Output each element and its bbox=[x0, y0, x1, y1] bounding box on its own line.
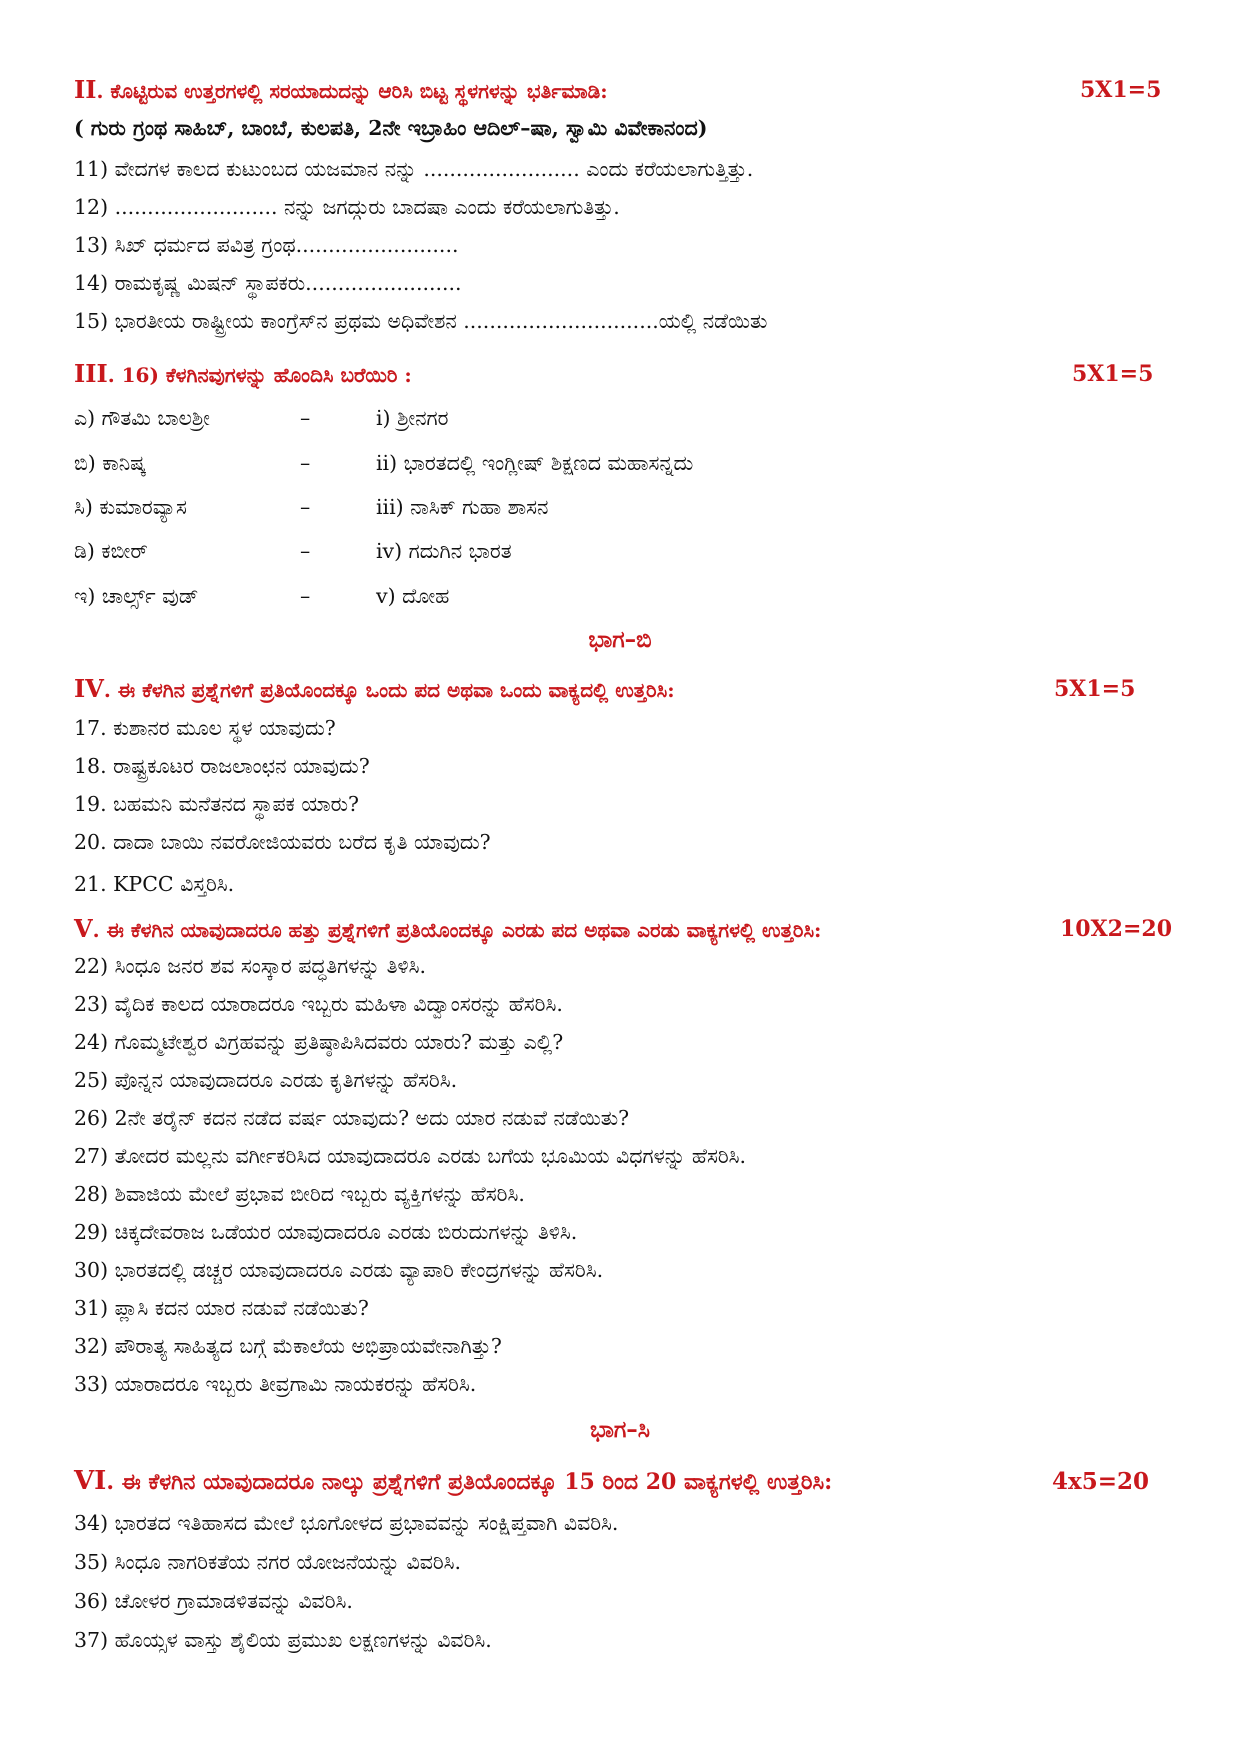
section-6-number: VI bbox=[74, 1466, 107, 1496]
match-right-iii: iii) ನಾಸಿಕ್ ಗುಹಾ ಶಾಸನ bbox=[376, 495, 549, 519]
section-5-marks: 10X2=20 bbox=[1060, 916, 1173, 942]
match-dash-e: – bbox=[300, 584, 311, 608]
question-36: 36) ಚೋಳರ ಗ್ರಾಮಾಡಳಿತವನ್ನು ವಿವರಿಸಿ. bbox=[74, 1589, 353, 1613]
question-31: 31) ಪ್ಲಾಸಿ ಕದನ ಯಾರ ನಡುವೆ ನಡೆಯಿತು? bbox=[74, 1296, 369, 1320]
section-3-heading-text: . 16) ಕೆಳಗಿನವುಗಳನ್ನು ಹೊಂದಿಸಿ ಬರೆಯಿರಿ : bbox=[107, 363, 412, 387]
section-6-heading-text: . ಈ ಕೆಳಗಿನ ಯಾವುದಾದರೂ ನಾಲ್ಕು ಪ್ರಶ್ನೆಗಳಿಗೆ ಪ್ರತಿಯೊಂದಕ್ಕೂ 15 ರಿಂದ 20 ವಾಕ್ಯಗಳಲ್ಲಿ ಉತ್ತರಿಸಿ: bbox=[106, 1469, 833, 1495]
match-left-d: ಡಿ) ಕಬೀರ್ bbox=[74, 539, 148, 563]
match-left-b: ಬಿ) ಕಾನಿಷ್ಕ bbox=[74, 451, 147, 475]
question-28: 28) ಶಿವಾಜಿಯ ಮೇಲೆ ಪ್ರಭಾವ ಬೀರಿದ ಇಬ್ಬರು ವ್ಯಕ್ತಿಗಳನ್ನು ಹೆಸರಿಸಿ. bbox=[74, 1182, 525, 1206]
section-3-number: III bbox=[74, 359, 108, 388]
question-21: 21. KPCC ವಿಸ್ತರಿಸಿ. bbox=[74, 872, 235, 896]
section-2-number: II bbox=[74, 75, 97, 104]
question-20: 20. ದಾದಾ ಬಾಯಿ ನವರೋಜಿಯವರು ಬರೆದ ಕೃತಿ ಯಾವುದು? bbox=[74, 830, 491, 854]
question-26: 26) 2ನೇ ತರೈನ್ ಕದನ ನಡೆದ ವರ್ಷ ಯಾವುದು? ಅದು ಯಾರ ನಡುವೆ ನಡೆಯಿತು? bbox=[74, 1106, 630, 1130]
question-11: 11) ವೇದಗಳ ಕಾಲದ ಕುಟುಂಬದ ಯಜಮಾನ ನನ್ನು ........................ ಎಂದು ಕರೆಯಲಾಗುತ್ತಿತ್ತು. bbox=[74, 157, 754, 181]
match-right-i: i) ಶ್ರೀನಗರ bbox=[376, 406, 449, 430]
question-14: 14) ರಾಮಕೃಷ್ಣ ಮಿಷನ್ ಸ್ಥಾಪಕರು........................ bbox=[74, 271, 462, 295]
section-4-marks: 5X1=5 bbox=[1054, 676, 1136, 702]
section-6-marks: 4x5=20 bbox=[1052, 1468, 1149, 1495]
match-left-e: ಇ) ಚಾರ್ಲ್ಸ್ ವುಡ್ bbox=[74, 584, 199, 608]
question-19: 19. ಬಹಮನಿ ಮನೆತನದ ಸ್ಥಾಪಕ ಯಾರು? bbox=[74, 792, 359, 816]
section-4-heading bbox=[74, 674, 675, 703]
question-34: 34) ಭಾರತದ ಇತಿಹಾಸದ ಮೇಲೆ ಭೂಗೋಳದ ಪ್ರಭಾವವನ್ನು ಸಂಕ್ಷಿಪ್ತವಾಗಿ ವಿವರಿಸಿ. bbox=[74, 1511, 619, 1535]
section-4-number: IV bbox=[74, 674, 104, 703]
question-30: 30) ಭಾರತದಲ್ಲಿ ಡಚ್ಚರ ಯಾವುದಾದರೂ ಎರಡು ವ್ಯಾಪಾರಿ ಕೇಂದ್ರಗಳನ್ನು ಹೆಸರಿಸಿ. bbox=[74, 1258, 604, 1282]
section-5-heading-text: . ಈ ಕೆಳಗಿನ ಯಾವುದಾದರೂ ಹತ್ತು ಪ್ರಶ್ನೆಗಳಿಗೆ ಪ್ರತಿಯೊಂದಕ್ಕೂ ಎರಡು ಪದ ಅಥವಾ ಎರಡು ವಾಕ್ಯಗಳಲ್ಲಿ ಉತ್ತರಿಸಿ: bbox=[92, 918, 822, 942]
section-2-options: ( ಗುರು ಗ್ರಂಥ ಸಾಹಿಬ್, ಬಾಂಬೆ, ಕುಲಪತಿ, 2ನೇ ಇಬ್ರಾಹಿಂ ಆದಿಲ್–ಷಾ, ಸ್ವಾಮಿ ವಿವೇಕಾನಂದ) bbox=[74, 116, 708, 140]
match-dash-d: – bbox=[300, 539, 311, 563]
question-27: 27) ತೋದರ ಮಲ್ಲನು ವರ್ಗೀಕರಿಸಿದ ಯಾವುದಾದರೂ ಎರಡು ಬಗೆಯ ಭೂಮಿಯ ವಿಧಗಳನ್ನು ಹೆಸರಿಸಿ. bbox=[74, 1144, 747, 1168]
match-right-iv: iv) ಗದುಗಿನ ಭಾರತ bbox=[376, 539, 512, 563]
section-2-heading-text: . ಕೊಟ್ಟಿರುವ ಉತ್ತರಗಳಲ್ಲಿ ಸರಯಾದುದನ್ನು ಆರಿಸಿ ಬಿಟ್ಟ ಸ್ಥಳಗಳನ್ನು ಭರ್ತಿಮಾಡಿ: bbox=[96, 79, 608, 103]
question-23: 23) ವೈದಿಕ ಕಾಲದ ಯಾರಾದರೂ ಇಬ್ಬರು ಮಹಿಳಾ ವಿದ್ವಾಂಸರನ್ನು ಹೆಸರಿಸಿ. bbox=[74, 992, 563, 1016]
question-29: 29) ಚಿಕ್ಕದೇವರಾಜ ಒಡೆಯರ ಯಾವುದಾದರೂ ಎರಡು ಬಿರುದುಗಳನ್ನು ತಿಳಿಸಿ. bbox=[74, 1220, 578, 1244]
question-22: 22) ಸಿಂಧೂ ಜನರ ಶವ ಸಂಸ್ಕಾರ ಪದ್ಧತಿಗಳನ್ನು ತಿಳಿಸಿ. bbox=[74, 954, 427, 978]
match-dash-c: – bbox=[300, 495, 311, 519]
section-3-marks: 5X1=5 bbox=[1072, 361, 1154, 387]
part-c-title: ಭಾಗ–ಸಿ bbox=[590, 1416, 650, 1443]
match-left-a: ಎ) ಗೌತಮಿ ಬಾಲಶ್ರೀ bbox=[74, 406, 210, 430]
section-5-number: V bbox=[74, 914, 93, 943]
section-2-heading bbox=[74, 75, 608, 104]
question-12: 12) ......................... ನನ್ನು ಜಗದ್ಗುರು ಬಾದಷಾ ಎಂದು ಕರೆಯಲಾಗುತಿತ್ತು. bbox=[74, 195, 620, 219]
question-13: 13) ಸಿಖ್ ಧರ್ಮದ ಪವಿತ್ರ ಗ್ರಂಥ......................... bbox=[74, 233, 459, 257]
question-35: 35) ಸಿಂಧೂ ನಾಗರಿಕತೆಯ ನಗರ ಯೋಜನೆಯನ್ನು ವಿವರಿಸಿ. bbox=[74, 1550, 462, 1574]
section-4-heading-text: . ಈ ಕೆಳಗಿನ ಪ್ರಶ್ನೆಗಳಿಗೆ ಪ್ರತಿಯೊಂದಕ್ಕೂ ಒಂದು ಪದ ಅಥವಾ ಒಂದು ವಾಕ್ಯದಲ್ಲಿ ಉತ್ತರಿಸಿ: bbox=[103, 678, 675, 702]
question-17: 17. ಕುಶಾನರ ಮೂಲ ಸ್ಥಳ ಯಾವುದು? bbox=[74, 716, 336, 740]
match-right-ii: ii) ಭಾರತದಲ್ಲಿ ಇಂಗ್ಲೀಷ್ ಶಿಕ್ಷಣದ ಮಹಾಸನ್ನದು bbox=[376, 451, 694, 475]
section-6-heading bbox=[74, 1468, 832, 1494]
match-dash-a: – bbox=[300, 406, 311, 430]
question-24: 24) ಗೊಮ್ಮಟೇಶ್ವರ ವಿಗ್ರಹವನ್ನು ಪ್ರತಿಷ್ಠಾಪಿಸಿದವರು ಯಾರು? ಮತ್ತು ಎಲ್ಲಿ? bbox=[74, 1030, 564, 1054]
section-5-heading bbox=[74, 914, 822, 943]
section-3-heading bbox=[74, 359, 412, 388]
question-37: 37) ಹೊಯ್ಸಳ ವಾಸ್ತು ಶೈಲಿಯ ಪ್ರಮುಖ ಲಕ್ಷಣಗಳನ್ನು ವಿವರಿಸಿ. bbox=[74, 1628, 492, 1652]
question-25: 25) ಪೊನ್ನನ ಯಾವುದಾದರೂ ಎರಡು ಕೃತಿಗಳನ್ನು ಹೆಸರಿಸಿ. bbox=[74, 1068, 458, 1092]
question-18: 18. ರಾಷ್ಟ್ರಕೂಟರ ರಾಜಲಾಂಛನ ಯಾವುದು? bbox=[74, 754, 370, 778]
question-33: 33) ಯಾರಾದರೂ ಇಬ್ಬರು ತೀವ್ರಗಾಮಿ ನಾಯಕರನ್ನು ಹೆಸರಿಸಿ. bbox=[74, 1372, 477, 1396]
section-2-marks: 5X1=5 bbox=[1080, 77, 1162, 103]
match-dash-b: – bbox=[300, 451, 311, 475]
question-32: 32) ಪೌರಾತ್ಯ ಸಾಹಿತ್ಯದ ಬಗ್ಗೆ ಮೆಕಾಲೆಯ ಅಭಿಪ್ರಾಯವೇನಾಗಿತ್ತು? bbox=[74, 1334, 502, 1358]
question-15: 15) ಭಾರತೀಯ ರಾಷ್ಟ್ರೀಯ ಕಾಂಗ್ರೆಸ್‌ನ ಪ್ರಥಮ ಅಧಿವೇಶನ ..............................ಯಲ್ಲಿ ನಡೆಯಿತು bbox=[74, 309, 768, 333]
match-left-c: ಸಿ) ಕುಮಾರವ್ಯಾಸ bbox=[74, 495, 187, 519]
match-right-v: v) ದೋಹ bbox=[376, 584, 450, 608]
part-b-title: ಭಾಗ–ಬಿ bbox=[588, 626, 652, 653]
